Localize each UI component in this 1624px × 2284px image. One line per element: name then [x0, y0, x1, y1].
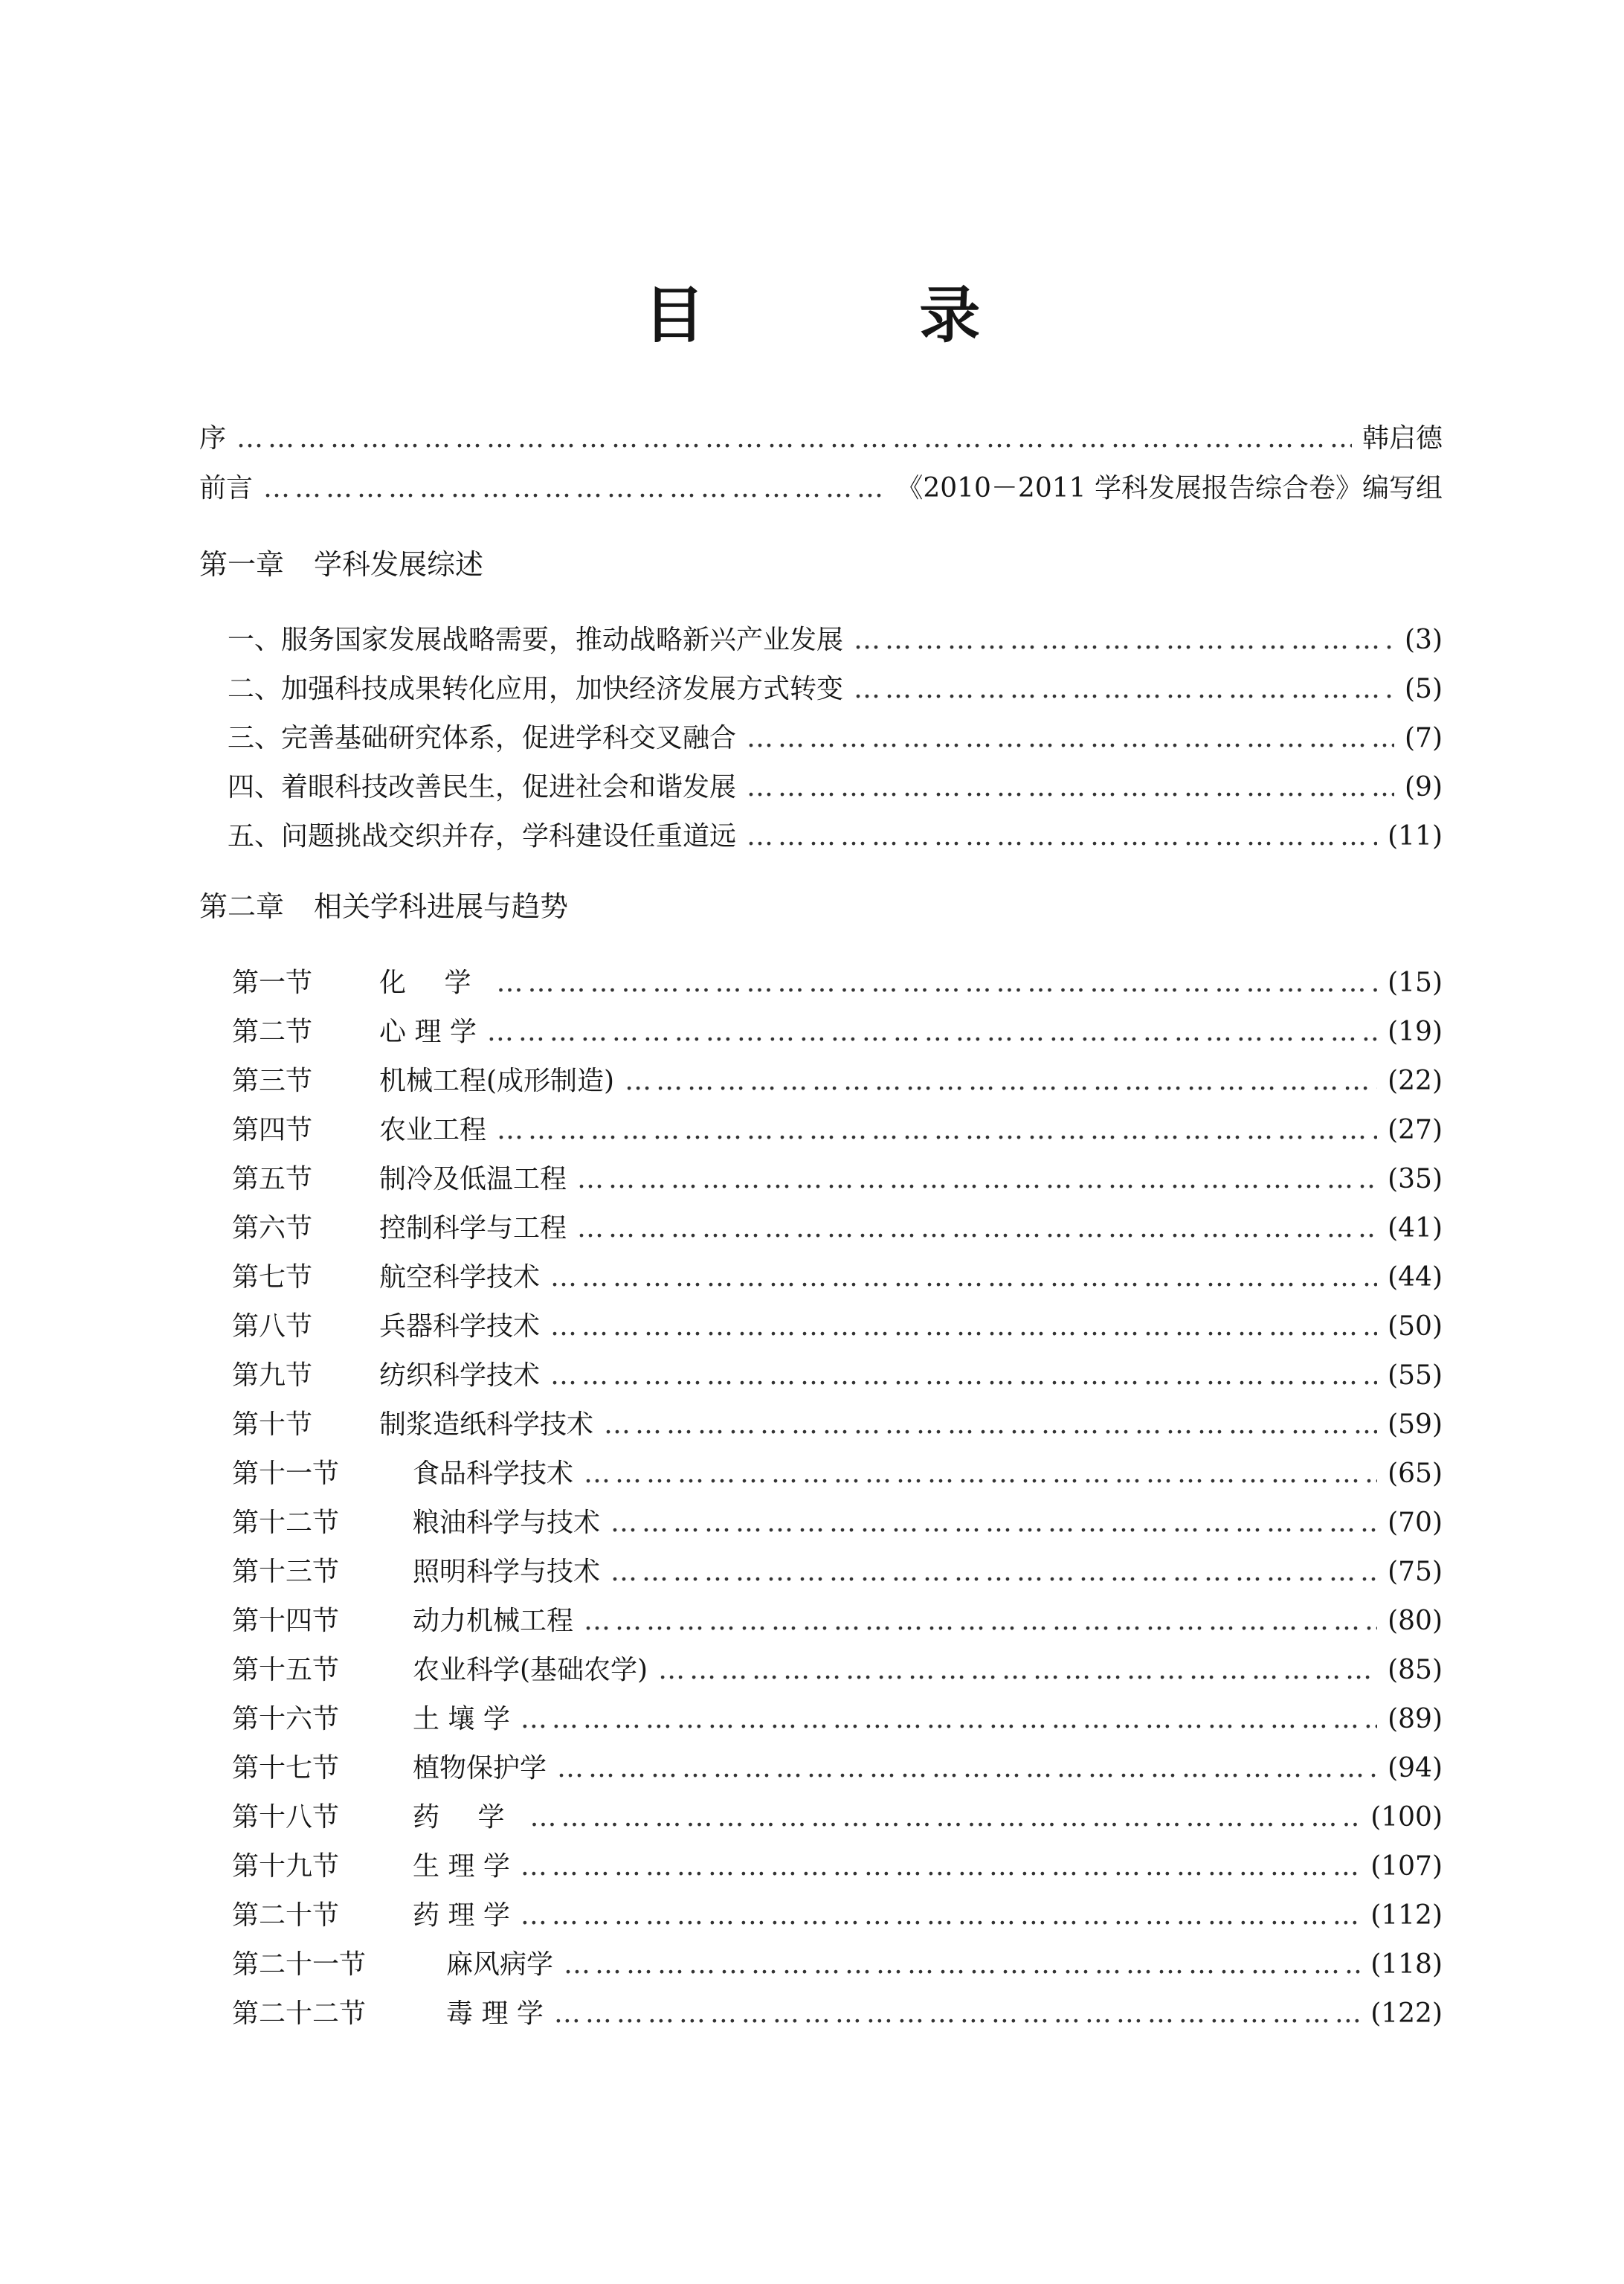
toc-section[interactable]	[232, 965, 1443, 1002]
section-title: 照明科学与技术	[413, 1557, 601, 1587]
toc-entry[interactable]	[228, 769, 1443, 806]
toc-entry[interactable]	[228, 818, 1443, 855]
entry-title: 五、问题挑战交织并存，学科建设任重道远	[228, 821, 737, 852]
dot-leader	[521, 1701, 1377, 1738]
dot-leader	[604, 1406, 1377, 1444]
section-title: 毒 理 学	[446, 1998, 544, 2029]
toc-section[interactable]	[232, 1848, 1443, 1885]
page-number: (27)	[1388, 1115, 1443, 1145]
section-title: 动力机械工程	[413, 1606, 574, 1636]
toc-section[interactable]	[232, 1210, 1443, 1247]
section-number: 第十六节	[232, 1704, 340, 1734]
section-number: 第十二节	[232, 1508, 340, 1538]
toc-section[interactable]	[232, 1554, 1443, 1591]
dot-leader	[584, 1603, 1377, 1640]
dot-leader	[564, 1946, 1360, 1984]
page-title: 目 录	[643, 280, 1077, 351]
toc-section[interactable]	[232, 1357, 1443, 1394]
section-number: 第八节	[232, 1311, 313, 1342]
toc-section[interactable]	[232, 1161, 1443, 1198]
section-title: 化 学	[379, 968, 486, 998]
page-number: (35)	[1388, 1164, 1443, 1194]
toc-section[interactable]	[232, 1799, 1443, 1836]
dot-leader	[529, 1799, 1360, 1836]
chapter-title: 相关学科进展与趋势	[314, 890, 569, 923]
section-title: 粮油科学与技术	[413, 1508, 601, 1538]
entry-author: 《2010－2011 学科发展报告综合卷》编写组	[896, 473, 1443, 504]
toc-section[interactable]	[232, 1603, 1443, 1640]
section-title: 食品科学技术	[413, 1458, 574, 1489]
toc-section[interactable]	[232, 1063, 1443, 1100]
section-title: 农业科学(基础农学)	[413, 1655, 648, 1685]
section-title: 植物保护学	[413, 1753, 547, 1783]
dot-leader	[747, 769, 1394, 806]
dot-leader	[577, 1161, 1377, 1198]
section-title: 土 壤 学	[413, 1704, 510, 1734]
section-number: 第十三节	[232, 1557, 340, 1587]
section-number: 第九节	[232, 1360, 313, 1391]
page-number: (85)	[1388, 1655, 1443, 1685]
section-number: 第十四节	[232, 1606, 340, 1636]
dot-leader	[550, 1308, 1377, 1345]
dot-leader	[496, 965, 1377, 1002]
section-title: 兵器科学技术	[379, 1311, 541, 1342]
dot-leader	[497, 1112, 1377, 1149]
section-title: 纺织科学技术	[379, 1360, 541, 1391]
page-number: (9)	[1405, 772, 1443, 802]
dot-leader	[521, 1897, 1360, 1934]
page-number: (19)	[1388, 1017, 1443, 1047]
dot-leader	[610, 1554, 1377, 1591]
entry-title: 一、服务国家发展战略需要，推动战略新兴产业发展	[228, 625, 844, 655]
page-number: (89)	[1388, 1704, 1443, 1734]
section-number: 第七节	[232, 1262, 313, 1293]
section-title: 心 理 学	[379, 1017, 477, 1047]
toc-section[interactable]	[232, 1897, 1443, 1934]
section-title: 机械工程(成形制造)	[379, 1066, 615, 1096]
page-number: (5)	[1405, 674, 1443, 704]
page-number: (50)	[1388, 1311, 1443, 1342]
page-number: (118)	[1370, 1949, 1443, 1980]
toc-entry-foreword[interactable]	[199, 470, 1443, 507]
entry-author: 韩启德	[1362, 423, 1443, 454]
section-number: 第十一节	[232, 1458, 340, 1489]
page-number: (15)	[1388, 968, 1443, 998]
toc-section[interactable]	[232, 1406, 1443, 1444]
dot-leader	[557, 1750, 1377, 1787]
section-number: 第一节	[232, 968, 313, 998]
page-number: (44)	[1388, 1262, 1443, 1293]
chapter-heading-1[interactable]	[199, 545, 483, 584]
toc-section[interactable]	[232, 1112, 1443, 1149]
entry-label: 序	[199, 423, 227, 454]
page-number: (100)	[1370, 1802, 1443, 1833]
page-number: (55)	[1388, 1360, 1443, 1391]
section-title: 药 理 学	[413, 1900, 510, 1931]
toc-section[interactable]	[232, 1652, 1443, 1689]
toc-entry[interactable]	[228, 720, 1443, 757]
dot-leader	[747, 818, 1377, 855]
dot-leader	[658, 1652, 1377, 1689]
dot-leader	[625, 1063, 1377, 1100]
page-number: (41)	[1388, 1213, 1443, 1244]
toc-entry[interactable]	[228, 622, 1443, 659]
section-number: 第十九节	[232, 1851, 340, 1882]
section-number: 第十五节	[232, 1655, 340, 1685]
entry-label: 前言	[199, 473, 254, 504]
page-number: (59)	[1388, 1409, 1443, 1440]
page-number: (11)	[1388, 821, 1443, 852]
section-title: 制冷及低温工程	[379, 1164, 567, 1194]
section-number: 第十七节	[232, 1753, 340, 1783]
page-number: (3)	[1405, 625, 1443, 655]
section-number: 第二节	[232, 1017, 313, 1047]
dot-leader	[550, 1357, 1377, 1394]
toc-entry-preface[interactable]	[199, 420, 1443, 457]
section-number: 第六节	[232, 1213, 313, 1244]
section-title: 制浆造纸科学技术	[379, 1409, 594, 1440]
page-number: (94)	[1388, 1753, 1443, 1783]
entry-title: 二、加强科技成果转化应用，加快经济发展方式转变	[228, 674, 844, 704]
chapter-heading-2[interactable]	[199, 887, 568, 926]
toc-section[interactable]	[232, 1014, 1443, 1051]
chapter-number: 第二章	[199, 890, 285, 923]
page-number: (65)	[1388, 1458, 1443, 1489]
toc-section[interactable]	[232, 1455, 1443, 1493]
dot-leader	[236, 420, 1352, 457]
section-title: 农业工程	[379, 1115, 487, 1145]
toc-section[interactable]	[232, 1995, 1443, 2033]
toc-section[interactable]	[232, 1701, 1443, 1738]
dot-leader	[610, 1505, 1377, 1542]
section-number: 第二十一节	[232, 1949, 367, 1980]
dot-leader	[521, 1848, 1360, 1885]
section-title: 生 理 学	[413, 1851, 510, 1882]
dot-leader	[554, 1995, 1360, 2033]
dot-leader	[550, 1259, 1377, 1296]
page-number: (122)	[1370, 1998, 1443, 2029]
toc-entry[interactable]	[228, 671, 1443, 708]
page-number: (112)	[1370, 1900, 1443, 1931]
toc-section[interactable]	[232, 1750, 1443, 1787]
chapter-title: 学科发展综述	[314, 548, 484, 581]
page-number: (107)	[1370, 1851, 1443, 1882]
page-number: (75)	[1388, 1557, 1443, 1587]
section-number: 第二十节	[232, 1900, 340, 1931]
section-title: 药 学	[413, 1802, 520, 1833]
entry-title: 三、完善基础研究体系，促进学科交叉融合	[228, 723, 737, 753]
dot-leader	[577, 1210, 1377, 1247]
dot-leader	[854, 671, 1394, 708]
dot-leader	[747, 720, 1394, 757]
dot-leader	[263, 470, 886, 507]
page-number: (80)	[1388, 1606, 1443, 1636]
page-number: (70)	[1388, 1508, 1443, 1538]
section-title: 麻风病学	[446, 1949, 554, 1980]
toc-section[interactable]	[232, 1505, 1443, 1542]
page-number: (7)	[1405, 723, 1443, 753]
dot-leader	[584, 1455, 1377, 1493]
toc-section[interactable]	[232, 1946, 1443, 1984]
section-number: 第三节	[232, 1066, 313, 1096]
section-number: 第十节	[232, 1409, 313, 1440]
entry-title: 四、着眼科技改善民生，促进社会和谐发展	[228, 772, 737, 802]
section-title: 航空科学技术	[379, 1262, 541, 1293]
page-number: (22)	[1388, 1066, 1443, 1096]
chapter-number: 第一章	[199, 548, 285, 581]
section-number: 第二十二节	[232, 1998, 367, 2029]
section-number: 第十八节	[232, 1802, 340, 1833]
section-title: 控制科学与工程	[379, 1213, 567, 1244]
section-number: 第五节	[232, 1164, 313, 1194]
dot-leader	[854, 622, 1394, 659]
toc-section[interactable]	[232, 1308, 1443, 1345]
section-number: 第四节	[232, 1115, 313, 1145]
dot-leader	[487, 1014, 1377, 1051]
toc-section[interactable]	[232, 1259, 1443, 1296]
